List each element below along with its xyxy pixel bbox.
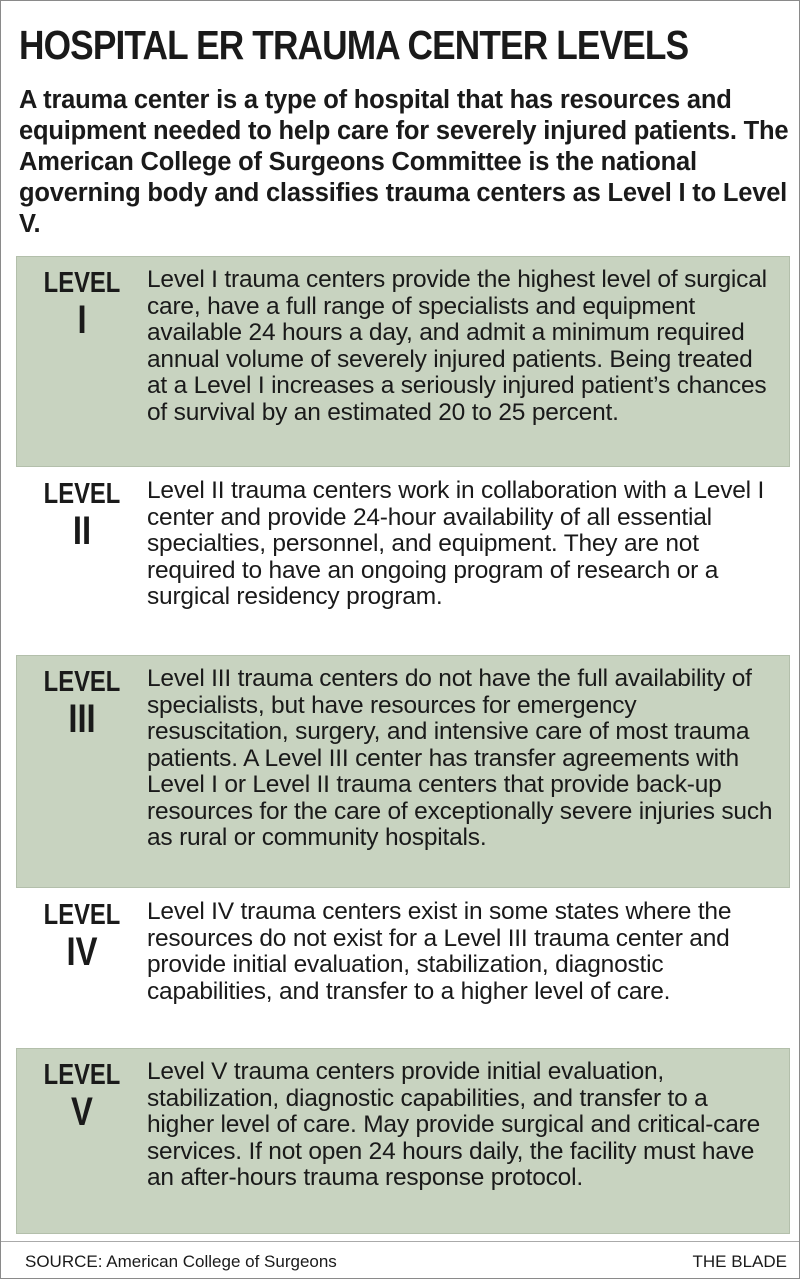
- level-description: Level I trauma centers provide the highest level of surgical care, have a full range of specialists and equipment available 24 hours a day, and admit a minimum required annual volume of severely injured patients. Being treated at a Level I increases a seriously injured patient’s chances of survival by an estimated 20 to 25 percent.: [147, 266, 767, 426]
- level-numeral: V: [71, 1090, 93, 1134]
- level-row-5: [16, 1048, 790, 1234]
- level-word: LEVEL: [43, 899, 121, 931]
- level-row-4: [16, 888, 790, 1048]
- level-word: LEVEL: [43, 267, 121, 299]
- source-credit: SOURCE: American College of Surgeons: [25, 1252, 337, 1271]
- level-numeral: II: [72, 509, 92, 553]
- level-word: LEVEL: [43, 1059, 121, 1091]
- level-row-2: [16, 467, 790, 655]
- level-word: LEVEL: [43, 666, 121, 698]
- intro-text: A trauma center is a type of hospital that has resources and equipment needed to help care for severely injured patients. The American College of Surgeons Committee is the national governing body and classifies trauma centers as Level I to Level V.: [19, 86, 789, 238]
- level-tag: [29, 1059, 136, 1133]
- level-tag: [29, 899, 136, 973]
- level-tag: [29, 666, 136, 740]
- publisher-credit: THE BLADE: [692, 1252, 787, 1271]
- level-word: LEVEL: [43, 478, 121, 510]
- level-row-1: [16, 256, 790, 467]
- level-description: Level III trauma centers do not have the full availability of specialists, but have resources for emergency resuscitation, surgery, and intensive care of most trauma patients. A Level III center has transfer agreements with Level I or Level II trauma centers that provide back-up resources for the care of exceptionally severe injuries such as rural or community hospitals.: [147, 665, 773, 851]
- level-description: Level IV trauma centers exist in some states where the resources do not exist for a Level III trauma center and provide initial evaluation, stabilization, diagnostic capabilities, and transfer to a higher level of care.: [147, 898, 732, 1005]
- page-title: HOSPITAL ER TRAUMA CENTER LEVELS: [19, 22, 689, 68]
- level-description: Level V trauma centers provide initial evaluation, stabilization, diagnostic capabilities, and transfer to a higher level of care. May provide surgical and critical-care services. If not open 24 hours daily, the facility must have an after-hours trauma response protocol.: [147, 1058, 761, 1191]
- level-tag: [29, 478, 136, 552]
- level-row-3: [16, 655, 790, 888]
- level-numeral: I: [77, 298, 87, 342]
- level-description: Level II trauma centers work in collaboration with a Level I center and provide 24-hour availability of all essential specialties, personnel, and equipment. They are not required to have an ongoing program of research or a surgical residency program.: [147, 477, 765, 610]
- level-numeral: III: [68, 697, 96, 741]
- level-tag: [29, 267, 136, 341]
- footer: [1, 1241, 799, 1279]
- levels-list: [16, 256, 790, 1234]
- level-numeral: IV: [66, 930, 98, 974]
